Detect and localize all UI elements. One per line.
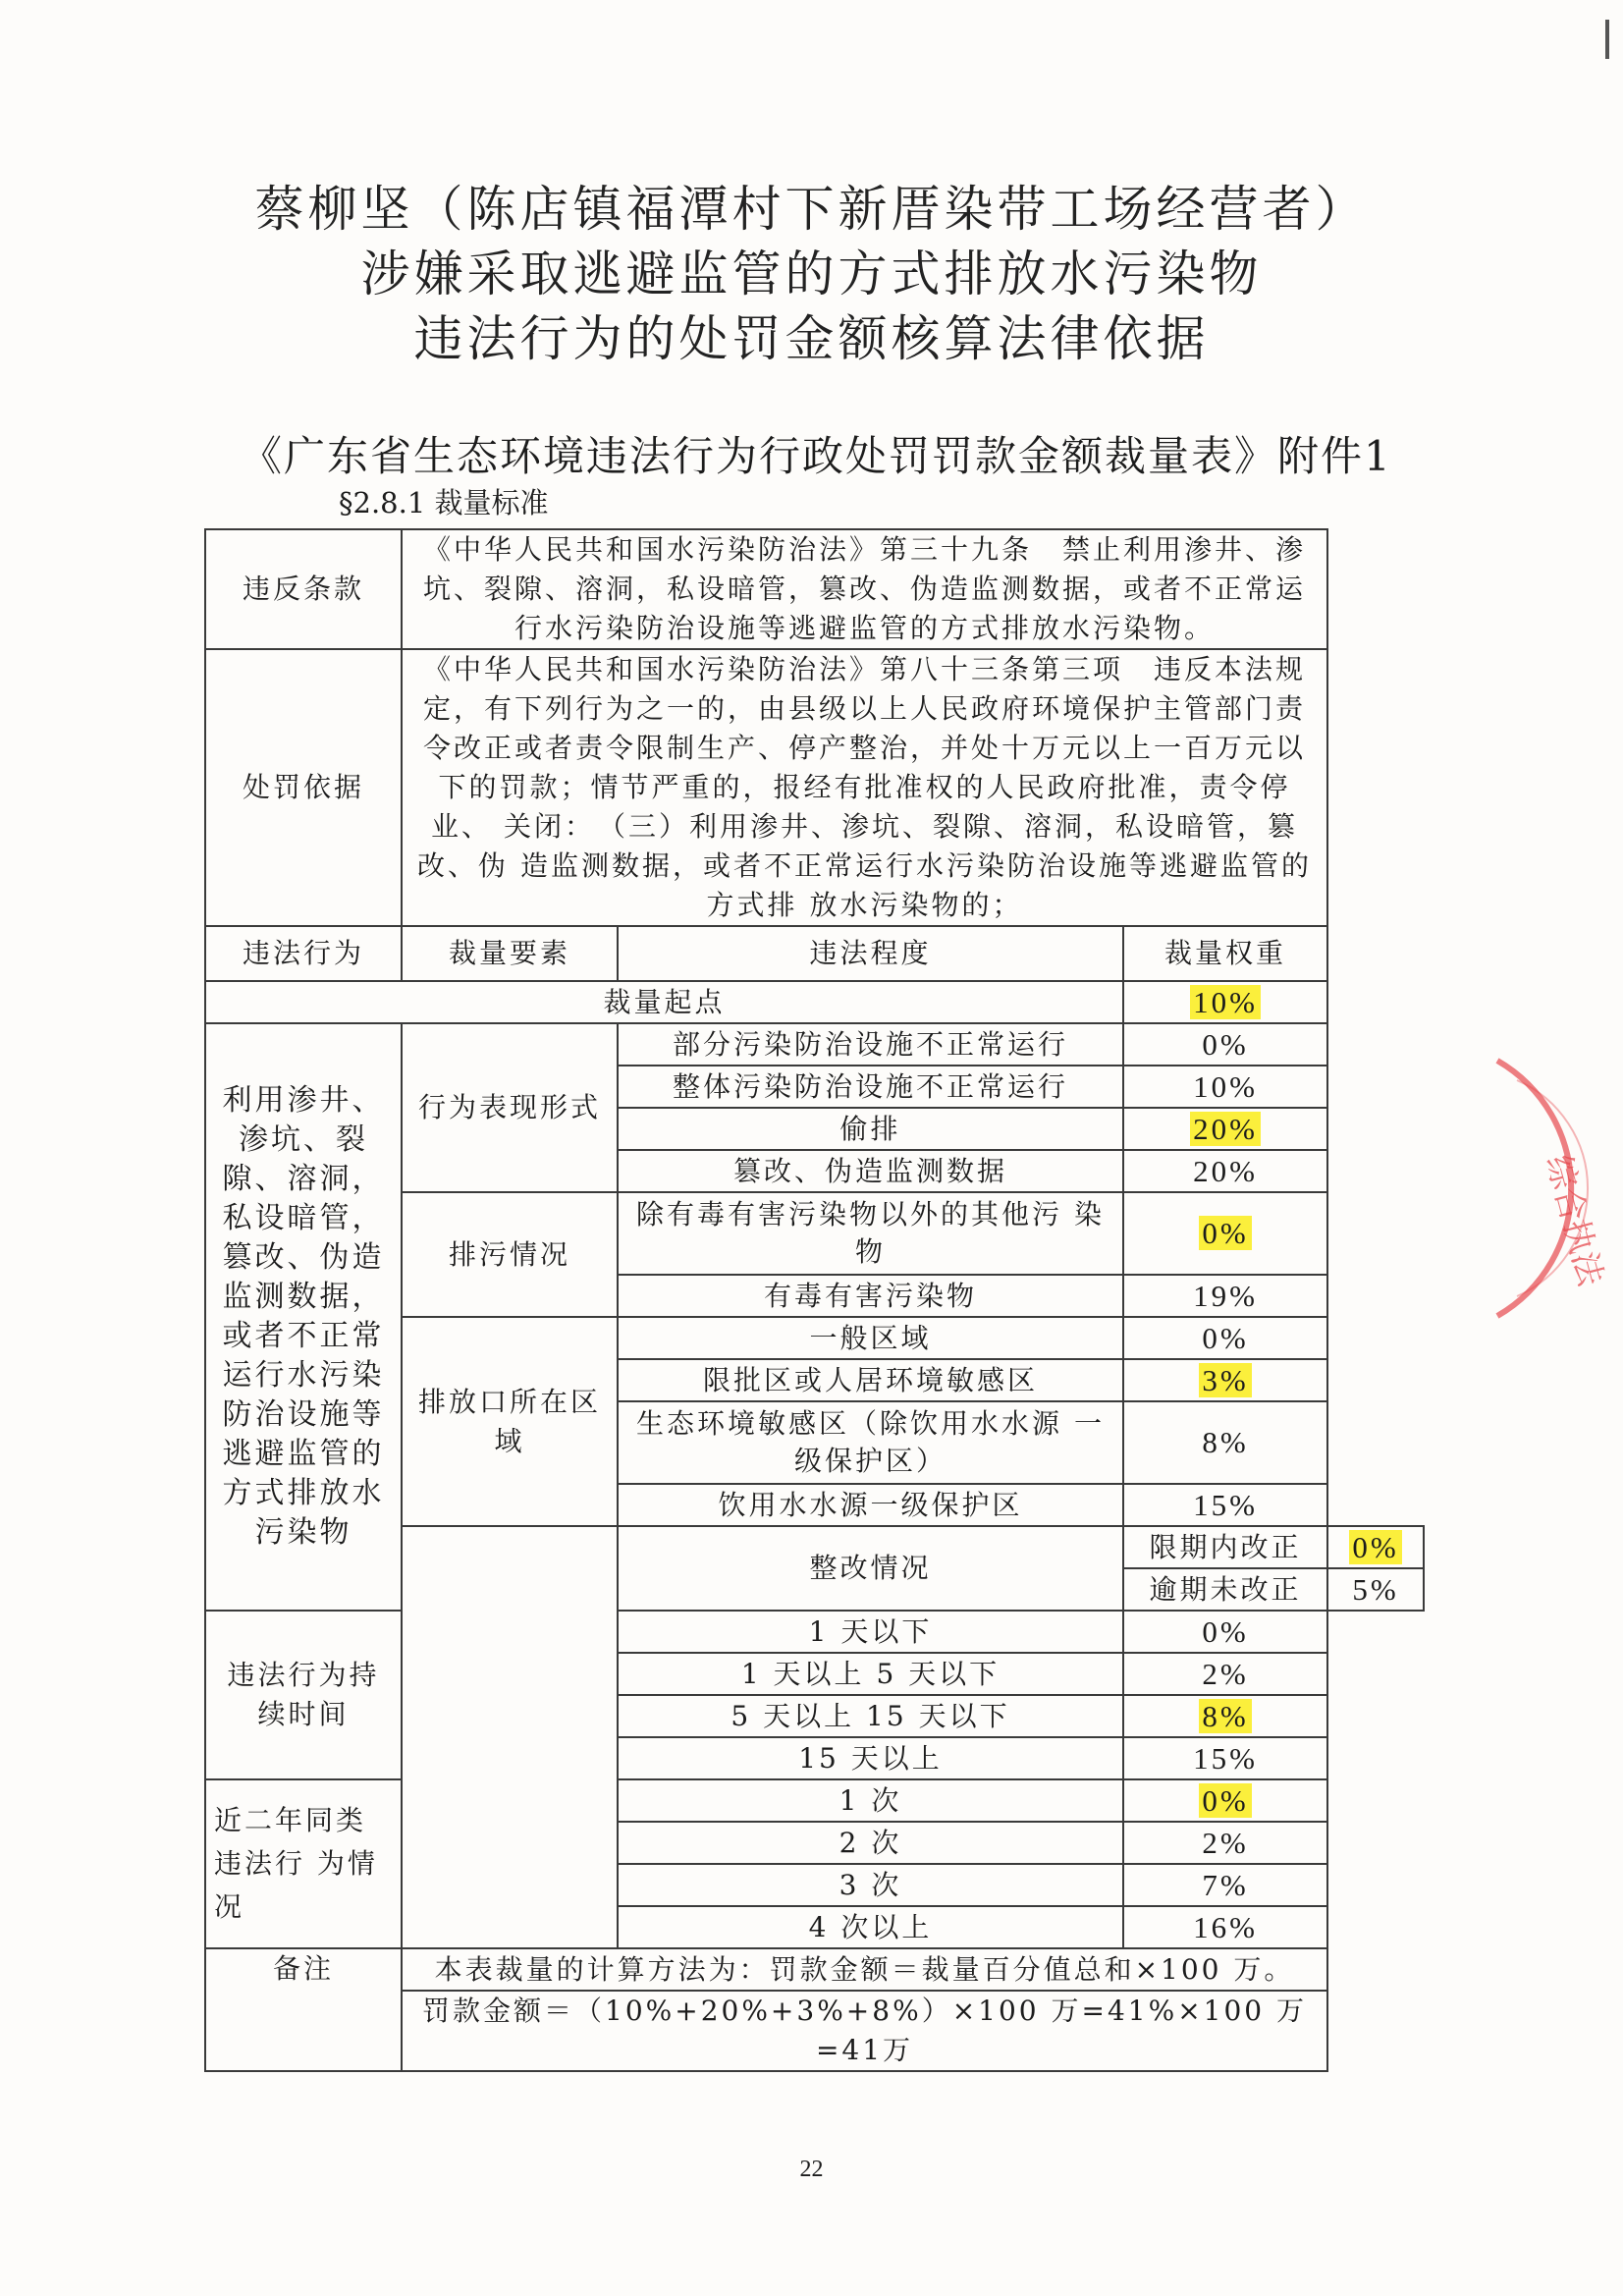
header-row [205,926,1424,981]
title-line-1: 蔡柳坚（陈店镇福潭村下新厝染带工场经营者） [254,181,1369,238]
degree-cell: 篡改、伪造监测数据 [618,1150,1123,1192]
start-point-row [205,981,1424,1023]
remark-line-1: 本表裁量的计算方法为：罚款金额＝裁量百分值总和×100 万。 [402,1948,1327,1991]
scan-edge-mark [1605,20,1609,59]
svg-text:综合执法: 综合执法 [1538,1150,1611,1290]
table-row [205,1779,1424,1822]
degree-cell: 4 次以上 [618,1906,1123,1948]
degree-cell: 15 天以上 [618,1737,1123,1779]
penalty-basis-row [205,649,1424,926]
degree-cell: 偷排 [618,1108,1123,1150]
violation-label: 违反条款 [205,529,402,649]
factor-form: 行为表现形式 [402,1023,618,1192]
weight-cell: 8% [1123,1401,1327,1484]
degree-cell: 2 次 [618,1822,1123,1864]
section-heading: §2.8.1 裁量标准 [339,486,549,519]
weight-cell-highlighted: 20% [1123,1108,1327,1150]
behavior-group: 利用渗井、渗坑、裂隙、溶洞，私设暗管，篡改、伪造监测数据，或者不正常运行水污染防治设施等逃避监管的方式排放水污染物 [205,1023,402,1611]
table-row [205,1023,1424,1066]
degree-cell: 1 天以上 5 天以下 [618,1653,1123,1695]
degree-cell: 限期内改正 [1123,1526,1327,1568]
weight-cell-highlighted: 3% [1123,1359,1327,1401]
degree-cell: 限批区或人居环境敏感区 [618,1359,1123,1401]
degree-cell: 1 次 [618,1779,1123,1822]
remark-line-2: 罚款金额＝（10%+20%+3%+8%）×100 万=41%×100 万=41万 [402,1991,1327,2071]
document-title [0,177,1623,371]
degree-cell: 1 天以下 [618,1611,1123,1653]
weight-cell: 2% [1123,1822,1327,1864]
remark-label: 备注 [205,1948,402,2071]
weight-cell: 15% [1123,1484,1327,1526]
weight-cell: 15% [1123,1737,1327,1779]
header-factor: 裁量要素 [402,926,618,981]
start-label: 裁量起点 [205,981,1123,1023]
factor-history: 近二年同类违法行 为情况 [205,1779,402,1948]
weight-cell-highlighted: 0% [1123,1192,1327,1275]
degree-cell: 一般区域 [618,1317,1123,1359]
table-row [205,1611,1424,1653]
weight-cell: 0% [1123,1317,1327,1359]
page-number: 22 [799,2157,824,2182]
degree-cell: 饮用水水源一级保护区 [618,1484,1123,1526]
weight-cell-highlighted: 8% [1123,1695,1327,1737]
subtitle: 《广东省生态环境违法行为行政处罚罚款金额裁量表》附件1 [241,432,1392,480]
degree-cell: 部分污染防治设施不正常运行 [618,1023,1123,1066]
title-line-3: 违法行为的处罚金额核算法律依据 [413,310,1210,367]
header-weight: 裁量权重 [1123,926,1327,981]
factor-rectify: 整改情况 [618,1526,1123,1611]
weight-cell: 19% [1123,1275,1327,1317]
basis-text: 《中华人民共和国水污染防治法》第八十三条第三项 违反本法规定，有下列行为之一的，由县级以上人民政府环境保护主管部门责 令改正或者责令限制生产、停产整治，并处十万元以上一百万元以 下的罚款；情节严重的，报经有批准权的人民政府批准，责令停业、 关闭： （三）利用渗井、渗坑、裂隙、溶洞，私设暗管，篡改、伪 造监测数据，或者不正常运行水污染防治设施等逃避监管的方式排 放水污染物的； [402,649,1327,926]
violation-text: 《中华人民共和国水污染防治法》第三十九条 禁止利用渗井、渗坑、裂隙、溶洞，私设暗管，篡改、伪造监测数据，或者不正常运 行水污染防治设施等逃避监管的方式排放水污染物。 [402,529,1327,649]
degree-cell: 有毒有害污染物 [618,1275,1123,1317]
title-line-2: 涉嫌采取逃避监管的方式排放水污染物 [360,246,1263,302]
degree-cell: 逾期未改正 [1123,1568,1327,1611]
degree-cell: 除有毒有害污染物以外的其他污 染物 [618,1192,1123,1275]
official-seal-stamp [1478,1041,1623,1336]
factor-duration: 违法行为持续时间 [205,1611,402,1779]
behavior-group-empty [402,1526,618,1948]
weight-cell: 2% [1123,1653,1327,1695]
weight-cell: 10% [1123,1066,1327,1108]
weight-cell-highlighted: 0% [1123,1779,1327,1822]
basis-label: 处罚依据 [205,649,402,926]
factor-discharge: 排污情况 [402,1192,618,1317]
remark-row [205,1948,1424,1991]
start-weight: 10% [1123,981,1327,1023]
header-behavior: 违法行为 [205,926,402,981]
header-degree: 违法程度 [618,926,1123,981]
violation-clause-row [205,529,1424,649]
weight-cell: 7% [1123,1864,1327,1906]
degree-cell: 5 天以上 15 天以下 [618,1695,1123,1737]
weight-cell: 20% [1123,1150,1327,1192]
factor-area: 排放口所在区域 [402,1317,618,1526]
weight-cell: 0% [1123,1611,1327,1653]
weight-cell: 16% [1123,1906,1327,1948]
discretion-table [204,528,1425,2072]
degree-cell: 整体污染防治设施不正常运行 [618,1066,1123,1108]
degree-cell: 3 次 [618,1864,1123,1906]
degree-cell: 生态环境敏感区（除饮用水水源 一级保护区） [618,1401,1123,1484]
weight-cell-highlighted: 0% [1327,1526,1424,1568]
weight-cell: 5% [1327,1568,1424,1611]
weight-cell: 0% [1123,1023,1327,1066]
